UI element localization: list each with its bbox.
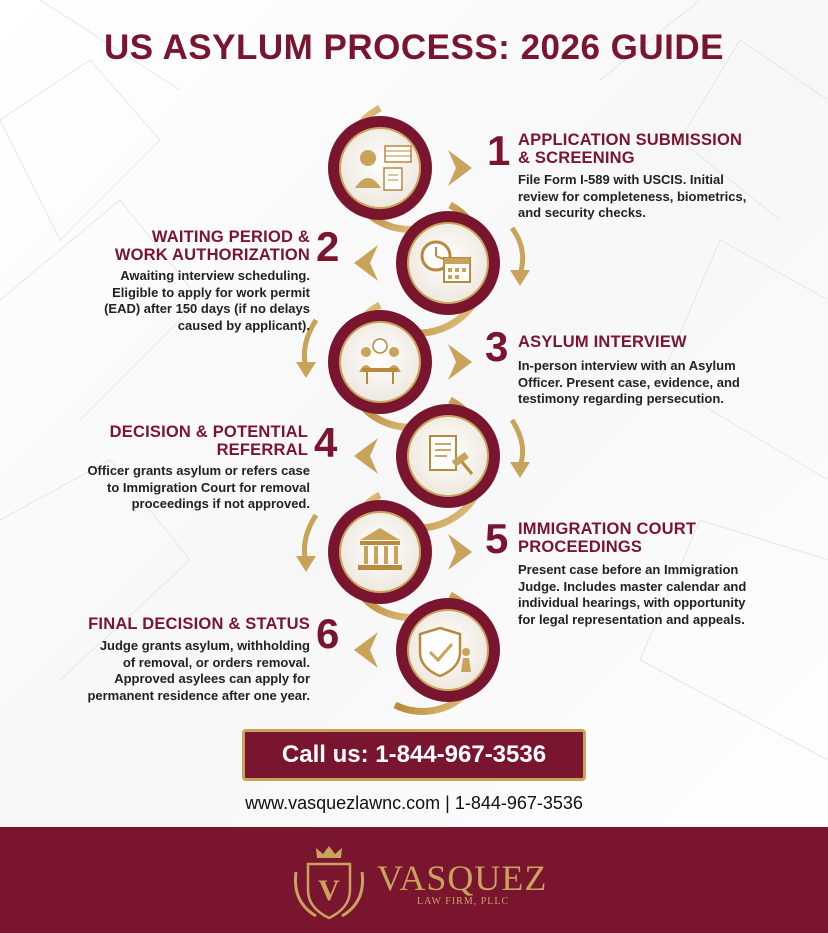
step-5-number: 5 [485, 515, 509, 562]
step-3-title: ASYLUM INTERVIEW [518, 333, 687, 351]
step-4-number: 4 [314, 419, 338, 466]
step-2-title: WAITING PERIOD & WORK AUTHORIZATION [114, 228, 310, 264]
website-contact-line[interactable]: www.vasquezlawnc.com | 1-844-967-3536 [245, 793, 583, 813]
chevron-right-icon [448, 344, 472, 380]
chevron-left-icon [354, 245, 378, 281]
chevron-left-icon [354, 438, 378, 474]
curved-arrow-icon [304, 515, 316, 562]
step-3-circle [328, 305, 440, 427]
logo-subtitle: LAW FIRM, PLLC [417, 896, 510, 907]
svg-text:V: V [318, 874, 340, 907]
curved-arrow-icon [512, 228, 523, 274]
step-5-title: IMMIGRATION COURT PROCEEDINGS [518, 520, 697, 556]
page-title: US ASYLUM PROCESS: 2026 GUIDE [103, 28, 724, 67]
law-firm-crest-logo [286, 842, 372, 924]
step-1-title: APPLICATION SUBMISSION & SCREENING [518, 131, 743, 167]
step-6-description: Judge grants asylum, withholding of removal, or orders removal. Approved asylees can apply for permanent residence after one year. [87, 638, 310, 703]
chevron-left-icon [354, 632, 378, 668]
step-5-description: Present case before an Immigration Judge. Includes master calendar and individual hearings, with opportunity for legal representation and appeals. [518, 562, 747, 627]
logo-wordmark: VASQUEZ [377, 858, 548, 898]
step-6-title: FINAL DECISION & STATUS [88, 615, 310, 633]
step-4-description: Officer grants asylum or refers case to Immigration Court for removal proceedings if not approved. [87, 463, 310, 511]
call-us-button[interactable]: Call us: 1-844-967-3536 [242, 729, 586, 781]
curved-arrow-icon [512, 420, 523, 466]
step-3-number: 3 [485, 323, 509, 370]
step-3-description: In-person interview with an Asylum Officer. Present case, evidence, and testimony regarding persecution. [518, 358, 740, 406]
step-6-number: 6 [316, 610, 340, 657]
chevron-right-icon [448, 150, 472, 186]
step-4-title: DECISION & POTENTIAL REFERRAL [109, 423, 308, 459]
step-1-number: 1 [487, 127, 511, 174]
step-2-number: 2 [316, 223, 340, 270]
step-2-description: Awaiting interview scheduling. Eligible to apply for work permit (EAD) after 150 days (if no delays caused by applicant). [104, 268, 310, 333]
step-1-description: File Form I-589 with USCIS. Initial review for completeness, biometrics, and security checks. [518, 172, 747, 220]
chevron-right-icon [448, 534, 472, 570]
